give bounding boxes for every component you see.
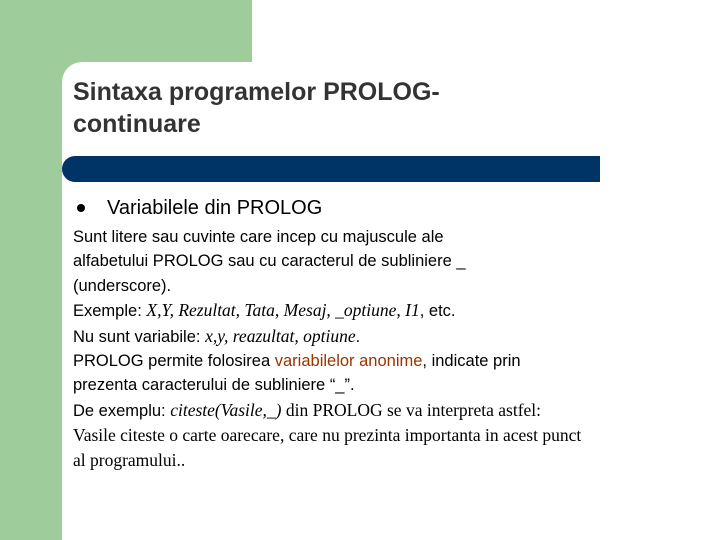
body-line-example <box>73 398 713 423</box>
body-line: prezenta caracterului de subliniere “_”. <box>73 376 355 395</box>
non-variables-suffix: . <box>355 327 361 346</box>
body-line: al programului.. <box>73 449 186 470</box>
non-variables-list: x,y, reazultat, optiune <box>205 325 356 346</box>
body-line-non-variables <box>73 324 713 349</box>
example-suffix: din PROLOG se va interpreta astfel: <box>281 399 542 420</box>
title-line-2: continuare <box>73 110 201 138</box>
examples-variables: X,Y, Rezultat, Tata, Mesaj, _optiune, I1 <box>146 300 420 321</box>
non-variables-label: Nu sunt variabile: <box>73 327 206 346</box>
slide-body <box>73 225 713 472</box>
example-code: citeste(Vasile,_) <box>170 399 282 420</box>
bullet-text: Variabilele din PROLOG <box>107 196 323 219</box>
slide-title <box>73 76 673 140</box>
body-line: alfabetului PROLOG sau cu caracterul de subliniere _ <box>73 252 466 271</box>
examples-label: Exemple: <box>73 302 147 321</box>
example-label: De exemplu: <box>73 401 171 420</box>
body-line: Vasile citeste o carte oarecare, care nu prezinta importanta in acest punct <box>73 425 582 446</box>
body-line-anonymous <box>73 349 713 373</box>
examples-suffix: , etc. <box>419 302 456 321</box>
anonymous-prefix: PROLOG permite folosirea <box>73 352 275 371</box>
bullet-item <box>73 193 322 223</box>
body-line: (underscore). <box>73 276 172 295</box>
bullet-dot-icon <box>77 204 85 212</box>
body-line: Sunt litere sau cuvinte care incep cu majuscule ale <box>73 228 444 246</box>
title-underline-bar <box>62 156 600 182</box>
title-line-1: Sintaxa programelor PROLOG- <box>73 78 440 106</box>
body-line-examples <box>73 298 713 323</box>
anonymous-highlight: variabilelor anonime <box>274 352 423 371</box>
anonymous-suffix: , indicate prin <box>422 352 521 371</box>
